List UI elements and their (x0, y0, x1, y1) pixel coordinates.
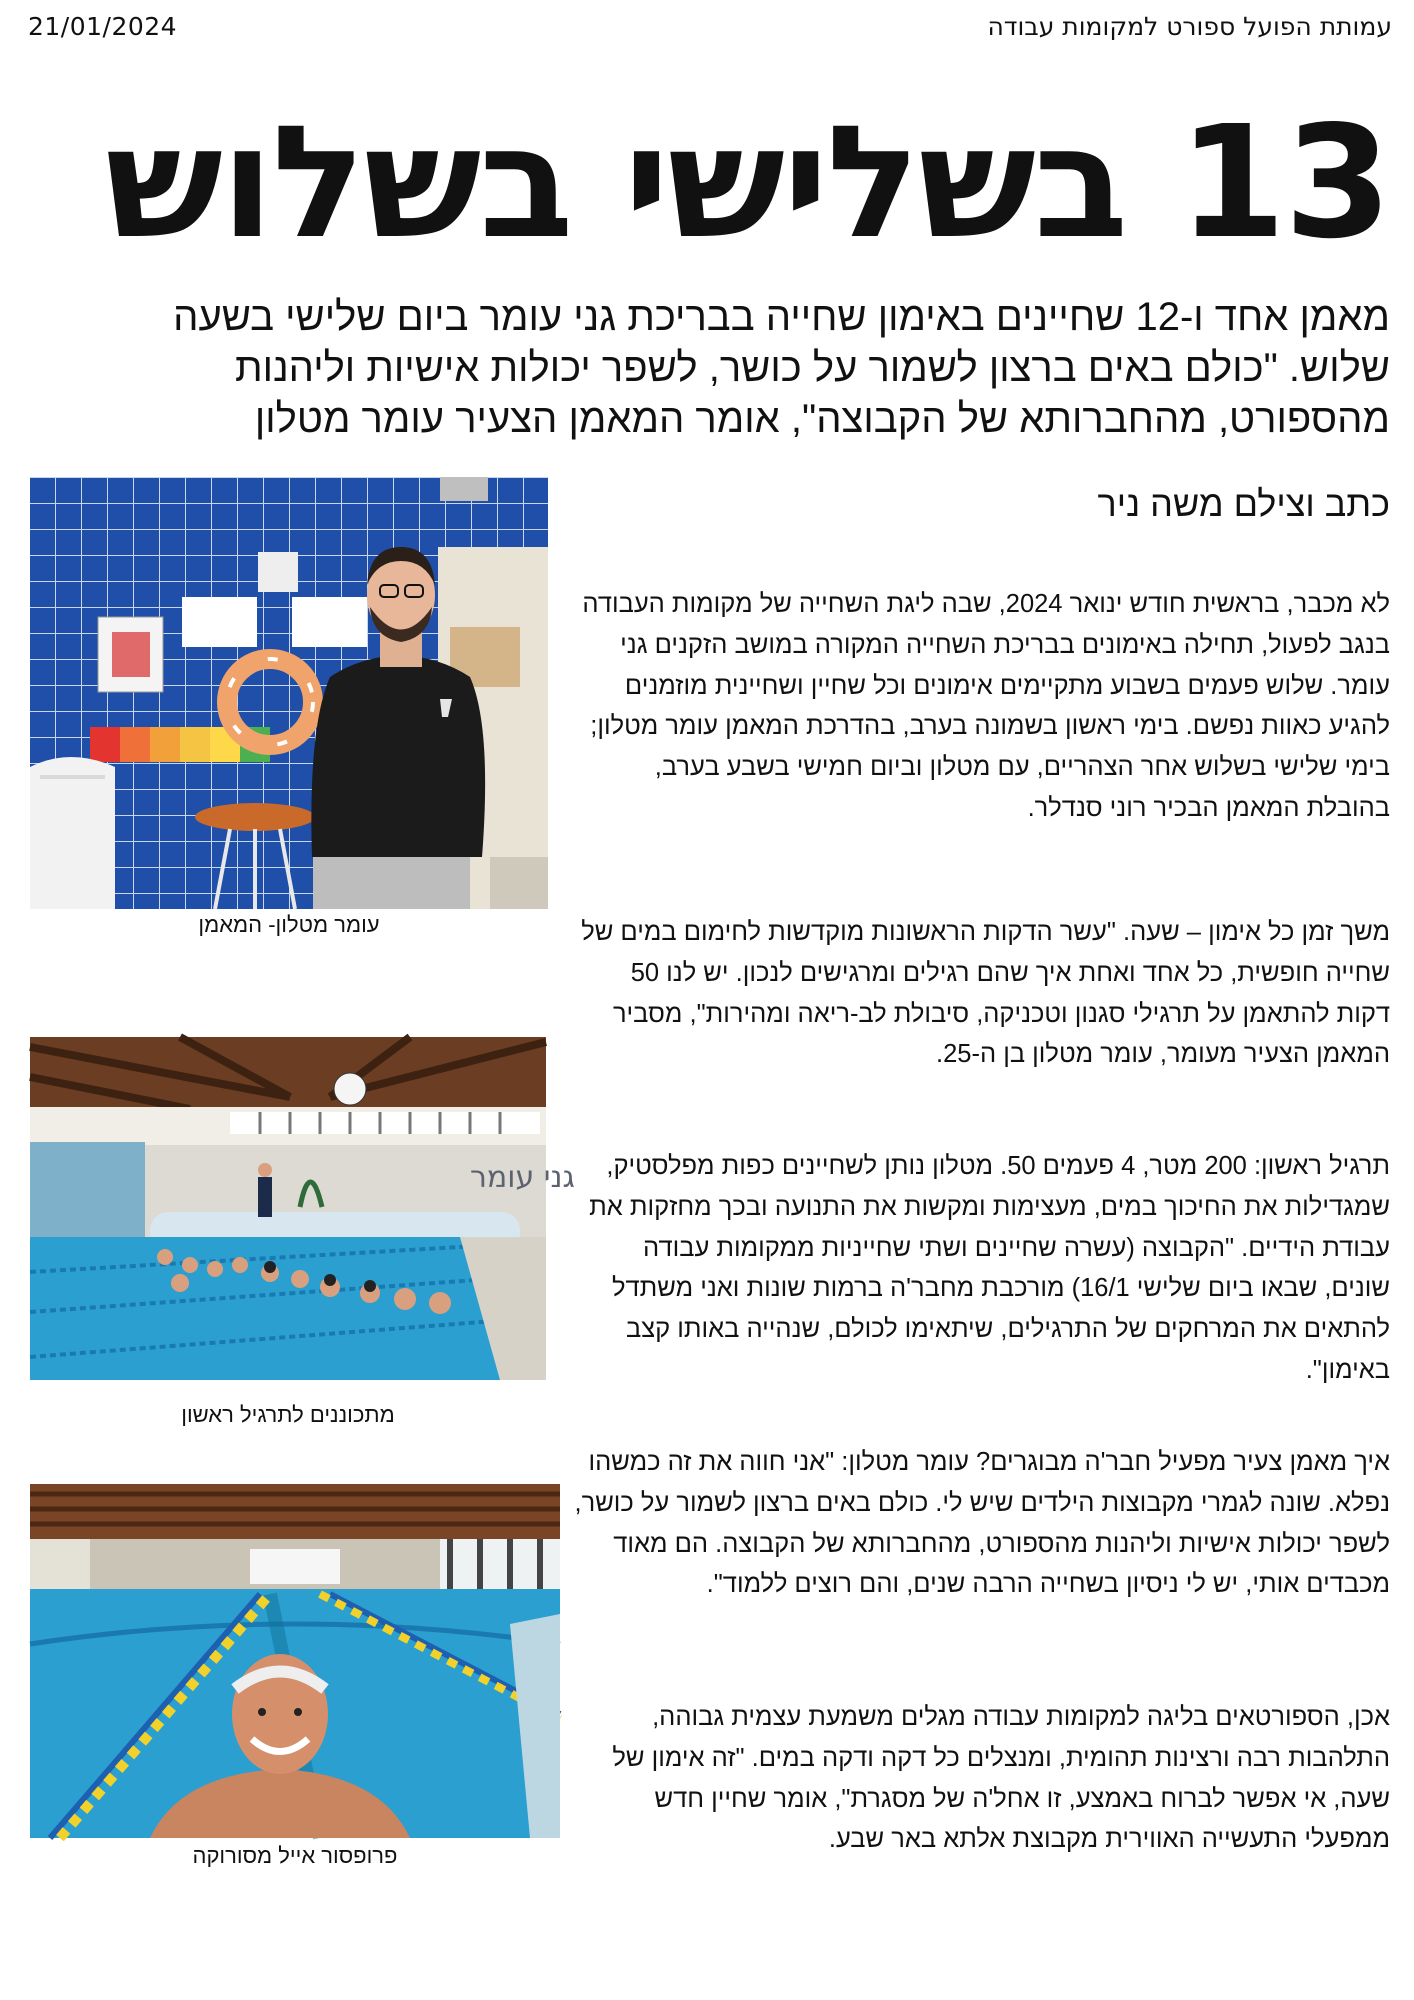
subheadline: מאמן אחד ו-12 שחיינים באימון שחייה בבריכת גני עומר ביום שלישי בשעה שלוש. "כולם באים ברצון לשמור על כושר, לשפר יכולות אישיות וליהנות מהספורט, מהחברותא של הקבוצה", אומר המאמן הצעיר עומר מטלון (173, 295, 1390, 441)
article-paragraph: תרגיל ראשון: 200 מטר, 4 פעמים 50. מטלון נותן לשחיינים כפות מפלסטיק, שמגדילות את החיכוך במים, מעצימות ומקשות את התנועה ובכך מחזקות את עבודת הידיים. "הקבוצה (עשרה שחיינים ושתי שחייניות ממקומות עבודה שונים, שבאו ביום שלישי 16/1) מורכבת מחבר'ה ברמות שונות ואני משתדל להתאים את המרחקים של התרגילים, שיתאימו לכולם, שנהייה באותו קצב באימון". (589, 1152, 1390, 1384)
group-pool-photo (30, 1037, 575, 1380)
coach-photo (30, 477, 548, 909)
article-paragraph: אכן, הספורטאים בליגה למקומות עבודה מגלים משמעת עצמית גבוהה, התלהבות רבה ורצינות תהומית, ומנצלים כל דקה ודקה במים. "זה אימון של שעה, אי אפשר לברוח באמצע, זו אחל'ה של מסגרת", אומר שחיין חדש ממפעלי התעשייה האווירית מקבוצת אלתא באר שבע. (612, 1703, 1390, 1854)
photo-caption: עומר מטלון- המאמן (198, 912, 380, 937)
date: 21/01/2024 (28, 12, 178, 41)
organization-name: עמותת הפועל ספורט למקומות עבודה (987, 12, 1392, 41)
photo-caption: מתכוננים לתרגיל ראשון (181, 1402, 395, 1427)
article-paragraph: לא מכבר, בראשית חודש ינואר 2024, שבה ליגת השחייה של מקומות העבודה בנגב לפעול, תחילה באימונים בבריכת השחייה המקורה במושב הזקנים גני עומר. שלוש פעמים בשבוע מתקיימים אימונים וכל שחיין ושחיינית מוזמנים להגיע כאוות נפשם. בימי ראשון בשמונה בערב, בהדרכת המאמן עומר מטלון; בימי שלישי בשלוש אחר הצהריים, עם מטלון וביום חמישי בשבע בערב, בהובלת המאמן הבכיר רוני סנדלר. (582, 590, 1390, 822)
byline: כתב וצילם משה ניר (1097, 483, 1390, 524)
pool-wall-sign: גני עומר (470, 1160, 575, 1195)
first-aid-box-icon (98, 617, 163, 692)
photo-caption: פרופסור אייל מסורוקה (192, 1843, 398, 1868)
article-paragraph: משך זמן כל אימון – שעה. "עשר הדקות הראשונות מוקדשות לחימום במים של שחייה חופשית, כל אחד ואחת איך שהם רגילים ומרגישים לנכון. יש לנו 50 דקות להתאמן על תרגילי סגנון וטכניקה, סיבולת לב-ריאה ומהירות", מסביר המאמן הצעיר מעומר, עומר מטלון בן ה-25. (581, 918, 1390, 1069)
headline: 13 בשלישי בשלוש (105, 92, 1390, 273)
article-paragraph: איך מאמן צעיר מפעיל חבר'ה מבוגרים? עומר מטלון: "אני חווה את זה כמשהו נפלא. שונה לגמרי מקבוצות הילדים שיש לי. כולם באים ברצון לשמור על כושר, לשפר יכולות אישיות וליהנות מהספורט, מהחברותא של הקבוצה. הם מאוד מכבדים אותי, יש לי ניסיון בשחייה הרבה שנים, והם רוצים ללמוד". (574, 1448, 1390, 1599)
swimmer-photo (30, 1484, 560, 1838)
